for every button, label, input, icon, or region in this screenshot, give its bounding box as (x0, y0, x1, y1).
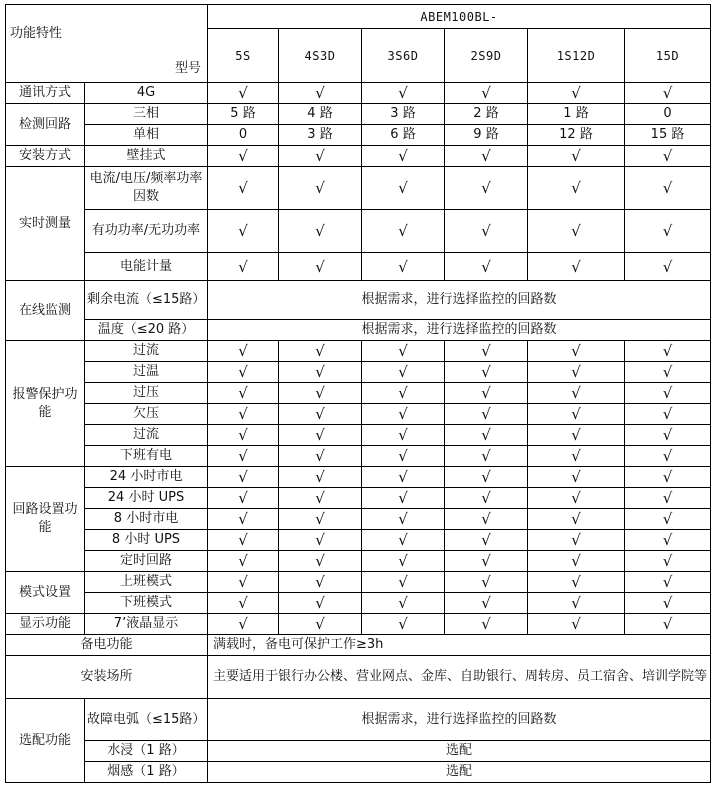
check-cell: √ (362, 551, 445, 572)
item-cell: 故障电弧（≤15路） (85, 699, 208, 741)
item-cell: 定时回路 (85, 551, 208, 572)
realtime-row (6, 167, 711, 210)
check-cell: √ (445, 167, 528, 210)
check-cell: √ (625, 488, 711, 509)
model-header: 1S12D (528, 29, 625, 83)
check-cell: √ (445, 551, 528, 572)
display-row (6, 614, 711, 635)
mode-row (6, 572, 711, 593)
check-cell: √ (528, 210, 625, 253)
check-cell: √ (625, 404, 711, 425)
alarm-row (6, 404, 711, 425)
check-cell: √ (279, 83, 362, 104)
check-cell: √ (625, 383, 711, 404)
check-cell: √ (528, 530, 625, 551)
check-cell: √ (528, 362, 625, 383)
item-cell: 过流 (85, 341, 208, 362)
check-cell: √ (279, 572, 362, 593)
check-cell: √ (279, 404, 362, 425)
check-cell: √ (362, 362, 445, 383)
check-cell: √ (528, 572, 625, 593)
check-cell: √ (625, 146, 711, 167)
check-cell: √ (208, 425, 279, 446)
check-cell: √ (528, 146, 625, 167)
value-cell: 9 路 (445, 125, 528, 146)
alarm-row (6, 446, 711, 467)
check-cell: √ (625, 572, 711, 593)
category-cell: 安装方式 (6, 146, 85, 167)
value-cell: 5 路 (208, 104, 279, 125)
check-cell: √ (279, 167, 362, 210)
item-cell: 4G (85, 83, 208, 104)
check-cell: √ (279, 210, 362, 253)
check-cell: √ (625, 362, 711, 383)
item-cell: 24 小时 UPS (85, 488, 208, 509)
mode-row (6, 593, 711, 614)
check-cell: √ (208, 530, 279, 551)
check-cell: √ (445, 488, 528, 509)
comm-row (6, 83, 711, 104)
options-row (6, 699, 711, 741)
check-cell: √ (445, 383, 528, 404)
item-cell: 7’液晶显示 (85, 614, 208, 635)
check-cell: √ (362, 593, 445, 614)
model-header: 4S3D (279, 29, 362, 83)
category-cell: 回路设置功能 (6, 467, 85, 572)
check-cell: √ (362, 530, 445, 551)
check-cell: √ (279, 383, 362, 404)
category-cell: 在线监测 (6, 281, 85, 341)
category-cell: 显示功能 (6, 614, 85, 635)
value-cell: 2 路 (445, 104, 528, 125)
item-cell: 8 小时 UPS (85, 530, 208, 551)
value-cell: 0 (625, 104, 711, 125)
check-cell: √ (625, 83, 711, 104)
check-cell: √ (208, 362, 279, 383)
options-row (6, 762, 711, 783)
item-cell: 过流 (85, 425, 208, 446)
check-cell: √ (279, 593, 362, 614)
item-cell: 单相 (85, 125, 208, 146)
item-cell: 过温 (85, 362, 208, 383)
check-cell: √ (362, 425, 445, 446)
circuit-row (6, 488, 711, 509)
value-cell: 4 路 (279, 104, 362, 125)
check-cell: √ (445, 446, 528, 467)
model-label: 型号 (174, 61, 201, 76)
note-cell: 根据需求，进行选择监控的回路数 (208, 320, 711, 341)
value-cell: 0 (208, 125, 279, 146)
item-cell: 有功功率/无功功率 (85, 210, 208, 253)
install-row (6, 146, 711, 167)
check-cell: √ (279, 446, 362, 467)
value-cell: 3 路 (279, 125, 362, 146)
detect-row-three-phase (6, 104, 711, 125)
check-cell: √ (279, 488, 362, 509)
feature-label: 功能特性 (10, 26, 63, 41)
alarm-row (6, 383, 711, 404)
check-cell: √ (528, 446, 625, 467)
check-cell: √ (362, 210, 445, 253)
check-cell: √ (528, 551, 625, 572)
check-cell: √ (625, 425, 711, 446)
check-cell: √ (445, 467, 528, 488)
check-cell: √ (445, 146, 528, 167)
check-cell: √ (208, 146, 279, 167)
check-cell: √ (208, 593, 279, 614)
item-cell: 上班模式 (85, 572, 208, 593)
check-cell: √ (208, 614, 279, 635)
options-row (6, 741, 711, 762)
check-cell: √ (208, 404, 279, 425)
value-cell: 12 路 (528, 125, 625, 146)
item-cell: 过压 (85, 383, 208, 404)
check-cell: √ (362, 467, 445, 488)
check-cell: √ (279, 146, 362, 167)
circuit-row (6, 467, 711, 488)
item-cell: 8 小时市电 (85, 509, 208, 530)
item-cell: 水浸（1 路） (85, 741, 208, 762)
check-cell: √ (625, 167, 711, 210)
optional-cell: 选配 (208, 741, 711, 762)
check-cell: √ (362, 167, 445, 210)
check-cell: √ (528, 467, 625, 488)
check-cell: √ (528, 167, 625, 210)
check-cell: √ (528, 253, 625, 281)
check-cell: √ (445, 362, 528, 383)
check-cell: √ (362, 509, 445, 530)
check-cell: √ (362, 404, 445, 425)
check-cell: √ (625, 593, 711, 614)
check-cell: √ (279, 425, 362, 446)
spec-table (5, 4, 711, 783)
check-cell: √ (625, 467, 711, 488)
check-cell: √ (279, 253, 362, 281)
check-cell: √ (362, 383, 445, 404)
alarm-row (6, 341, 711, 362)
check-cell: √ (208, 83, 279, 104)
check-cell: √ (528, 614, 625, 635)
check-cell: √ (625, 530, 711, 551)
check-cell: √ (362, 446, 445, 467)
realtime-row (6, 210, 711, 253)
check-cell: √ (625, 509, 711, 530)
check-cell: √ (528, 593, 625, 614)
check-cell: √ (445, 425, 528, 446)
category-cell: 实时测量 (6, 167, 85, 281)
check-cell: √ (362, 83, 445, 104)
check-cell: √ (362, 614, 445, 635)
check-cell: √ (279, 509, 362, 530)
item-cell: 下班有电 (85, 446, 208, 467)
corner-cell (6, 5, 208, 83)
check-cell: √ (445, 593, 528, 614)
check-cell: √ (208, 446, 279, 467)
check-cell: √ (625, 446, 711, 467)
model-header: 2S9D (445, 29, 528, 83)
check-cell: √ (362, 146, 445, 167)
check-cell: √ (445, 341, 528, 362)
check-cell: √ (625, 210, 711, 253)
check-cell: √ (528, 404, 625, 425)
check-cell: √ (625, 551, 711, 572)
category-cell: 报警保护功能 (6, 341, 85, 467)
alarm-row (6, 362, 711, 383)
item-cell: 温度（≤20 路） (85, 320, 208, 341)
check-cell: √ (279, 467, 362, 488)
model-header: 3S6D (362, 29, 445, 83)
model-header: 5S (208, 29, 279, 83)
note-cell: 根据需求，进行选择监控的回路数 (208, 281, 711, 320)
check-cell: √ (445, 210, 528, 253)
check-cell: √ (279, 614, 362, 635)
item-cell: 剩余电流（≤15路） (85, 281, 208, 320)
check-cell: √ (208, 383, 279, 404)
item-cell: 24 小时市电 (85, 467, 208, 488)
check-cell: √ (445, 572, 528, 593)
sites-row (6, 656, 711, 699)
check-cell: √ (445, 614, 528, 635)
check-cell: √ (279, 341, 362, 362)
check-cell: √ (528, 509, 625, 530)
check-cell: √ (208, 509, 279, 530)
detect-row-single-phase (6, 125, 711, 146)
realtime-row (6, 253, 711, 281)
check-cell: √ (362, 341, 445, 362)
category-cell: 模式设置 (6, 572, 85, 614)
check-cell: √ (362, 572, 445, 593)
value-cell: 15 路 (625, 125, 711, 146)
check-cell: √ (528, 383, 625, 404)
check-cell: √ (445, 83, 528, 104)
item-cell: 烟感（1 路） (85, 762, 208, 783)
value-cell: 3 路 (362, 104, 445, 125)
check-cell: √ (445, 404, 528, 425)
circuit-row (6, 530, 711, 551)
online-row (6, 320, 711, 341)
alarm-row (6, 425, 711, 446)
category-cell: 选配功能 (6, 699, 85, 783)
check-cell: √ (208, 572, 279, 593)
label-cell: 备电功能 (6, 635, 208, 656)
check-cell: √ (445, 253, 528, 281)
check-cell: √ (208, 253, 279, 281)
item-cell: 电能计量 (85, 253, 208, 281)
check-cell: √ (208, 551, 279, 572)
online-row (6, 281, 711, 320)
item-cell: 欠压 (85, 404, 208, 425)
item-cell: 电流/电压/频率功率因数 (85, 167, 208, 210)
value-cell: 满载时，备电可保护工作≥3h (208, 635, 711, 656)
label-cell: 安装场所 (6, 656, 208, 699)
check-cell: √ (279, 362, 362, 383)
check-cell: √ (208, 488, 279, 509)
value-cell: 主要适用于银行办公楼、营业网点、金库、自助银行、周转房、员工宿舍、培训学院等 (208, 656, 711, 699)
note-cell: 根据需求，进行选择监控的回路数 (208, 699, 711, 741)
check-cell: √ (528, 83, 625, 104)
check-cell: √ (625, 253, 711, 281)
item-cell: 下班模式 (85, 593, 208, 614)
check-cell: √ (208, 341, 279, 362)
item-cell: 壁挂式 (85, 146, 208, 167)
check-cell: √ (208, 167, 279, 210)
check-cell: √ (528, 425, 625, 446)
check-cell: √ (279, 551, 362, 572)
optional-cell: 选配 (208, 762, 711, 783)
backup-row (6, 635, 711, 656)
check-cell: √ (445, 509, 528, 530)
check-cell: √ (362, 253, 445, 281)
check-cell: √ (279, 530, 362, 551)
header-row-series (6, 5, 711, 29)
check-cell: √ (528, 488, 625, 509)
check-cell: √ (208, 467, 279, 488)
check-cell: √ (625, 341, 711, 362)
category-cell: 检测回路 (6, 104, 85, 146)
circuit-row (6, 551, 711, 572)
check-cell: √ (208, 210, 279, 253)
check-cell: √ (625, 614, 711, 635)
model-header: 15D (625, 29, 711, 83)
check-cell: √ (362, 488, 445, 509)
series-header: ABEM100BL- (208, 5, 711, 29)
circuit-row (6, 509, 711, 530)
category-cell: 通讯方式 (6, 83, 85, 104)
value-cell: 6 路 (362, 125, 445, 146)
item-cell: 三相 (85, 104, 208, 125)
check-cell: √ (445, 530, 528, 551)
value-cell: 1 路 (528, 104, 625, 125)
check-cell: √ (528, 341, 625, 362)
